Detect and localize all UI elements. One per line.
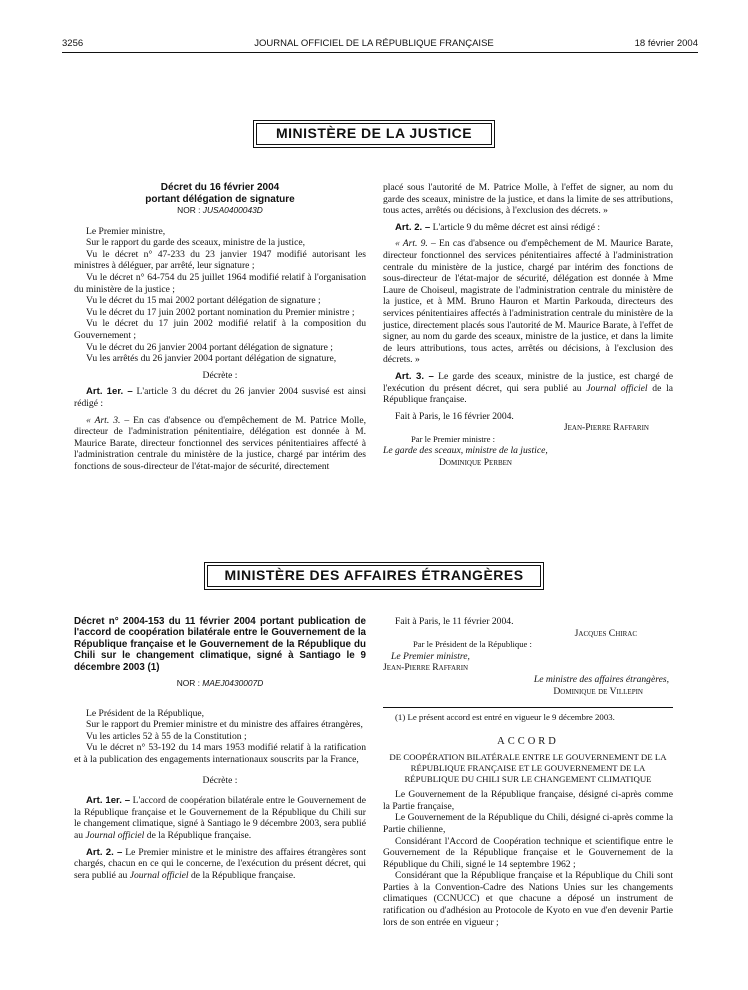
decree-title: Décret n° 2004-153 du 11 février 2004 portant publication de l'accord de coopération bilatérale entre le Gouvernement de la République française et le Gouvernement de la République du Chili sur le changement climatique, signé à Santiago le 9 décembre 2003 (1) xyxy=(74,616,366,673)
justice-left-column xyxy=(74,182,366,472)
decree-title-line2: portant délégation de signature xyxy=(145,193,295,205)
signer-name: Dominique de Villepin xyxy=(553,685,643,697)
decree-title-line1: Décret du 16 février 2004 xyxy=(160,182,280,193)
signer-name: Jean-Pierre Raffarin xyxy=(563,422,649,434)
paragraph: Considérant que la République française et la République du Chili sont Parties à la Convention-Cadre des Nations Unies sur les changements climatiques (CCNUCC) et que chacune a déposé un instrument de ratification ou d'adhésion au Protocole de Kyoto en vue d'en devenir Partie lors de son entrée en vigueur ; xyxy=(383,870,673,928)
signer-title: Le ministre des affaires étrangères, xyxy=(533,673,669,685)
paragraph: Vu les arrêtés du 26 janvier 2004 portant délégation de signature, xyxy=(86,353,337,365)
signer-name: Dominique Perben xyxy=(439,457,512,469)
foreign-right-column xyxy=(383,616,673,928)
journal-title: JOURNAL OFFICIEL DE LA RÉPUBLIQUE FRANÇAISE xyxy=(254,38,494,49)
article-2: Art. 2. – Le Premier ministre et le ministre des affaires étrangères sont chargés, chacun en ce qui le concerne, de l'exécution du présent décret, qui sera publié au Journal officiel de la République française. xyxy=(74,846,366,881)
decrete-heading: Décrète : xyxy=(202,774,238,786)
signature-place-date: Fait à Paris, le 16 février 2004. xyxy=(395,410,514,422)
paragraph: placé sous l'autorité de M. Patrice Molle, à l'effet de signer, au nom du garde des sceaux, ministre de la justice, et dans la limite de ses attributions, tous actes, arrêtés ou décisions, à l'exclusion des décrets. » xyxy=(383,182,673,217)
justice-right-column xyxy=(383,182,673,469)
paragraph: Vu le décret n° 47-233 du 23 janvier 1947 modifié autorisant les ministres à déléguer, par arrêté, leur signature ; xyxy=(74,248,366,272)
nor-reference: NOR : MAEJ0430007D xyxy=(176,678,264,689)
paragraph: Vu le décret du 15 mai 2002 portant délégation de signature ; xyxy=(86,295,321,307)
nor-reference: NOR : JUSA0400043D xyxy=(177,205,263,215)
signature-line: Par le Premier ministre : xyxy=(411,433,496,444)
ministry-foreign-title: MINISTÈRE DES AFFAIRES ÉTRANGÈRES xyxy=(207,565,541,587)
article-1: Art. 1er. – L'article 3 du décret du 26 janvier 2004 susvisé est ainsi rédigé : xyxy=(74,386,366,409)
paragraph: Sur le rapport du Premier ministre et du ministre des affaires étrangères, xyxy=(86,719,363,731)
signature-place-date: Fait à Paris, le 11 février 2004. xyxy=(395,616,514,627)
paragraph: Le Gouvernement de la République française, désigné ci-après comme la Partie française, xyxy=(383,789,673,812)
paragraph: Vu le décret du 17 juin 2002 modifié relatif à la composition du Gouvernement ; xyxy=(74,318,366,341)
issue-date: 18 février 2004 xyxy=(634,38,698,49)
ministry-foreign-box xyxy=(204,562,544,590)
signer-title: Le Premier ministre, xyxy=(391,650,470,662)
paragraph: Sur le rapport du garde des sceaux, ministre de la justice, xyxy=(86,237,305,249)
ministry-justice-box xyxy=(253,120,495,148)
footnote: (1) Le présent accord est entré en vigueur le 9 décembre 2003. xyxy=(395,712,615,723)
article-3: Art. 3. – Le garde des sceaux, ministre de la justice, est chargé de l'exécution du présent décret, qui sera publié au Journal officiel de la République française. xyxy=(383,370,673,406)
paragraph: Vu le décret n° 64-754 du 25 juillet 1964 modifié relatif à l'organisation du ministère de la justice ; xyxy=(74,271,366,295)
signer-title: Le garde des sceaux, ministre de la justice, xyxy=(383,445,548,457)
article-3-quote: « Art. 3. – En cas d'absence ou d'empêchement de M. Patrice Molle, directeur de l'administration pénitentiaire, délégation est donnée à M. Maurice Barate, directeur fonctionnel des services pénitentiaires affecté à l'administration centrale du ministère de la justice, chargé par intérim des fonctions de sous-directeur de l'état-major de sécurité, directement xyxy=(74,414,366,472)
article-1: Art. 1er. – L'accord de coopération bilatérale entre le Gouvernement de la République française et le Gouvernement de la République du Chili sur le changement climatique, signé à Santiago le 9 décembre 2003, sera publié au Journal officiel de la République française. xyxy=(74,795,366,841)
article-2: Art. 2. – L'article 9 du même décret est ainsi rédigé : xyxy=(395,221,601,233)
ministry-justice-title: MINISTÈRE DE LA JUSTICE xyxy=(256,123,492,145)
paragraph: Vu les articles 52 à 55 de la Constitution ; xyxy=(86,730,247,742)
paragraph: Le Président de la République, xyxy=(86,707,205,719)
signer-name: Jacques Chirac xyxy=(574,627,637,639)
paragraph: Le Gouvernement de la République du Chili, désigné ci-après comme la Partie chilienne, xyxy=(383,812,673,835)
paragraph: Considérant l'Accord de Coopération technique et scientifique entre le Gouvernement de la République française et le Gouvernement de la République du Chili, signé le 14 septembre 1962 ; xyxy=(383,835,673,870)
signer-name: Jean-Pierre Raffarin xyxy=(383,662,469,674)
decrete-heading: Décrète : xyxy=(202,369,238,381)
article-9-quote: « Art. 9. – En cas d'absence ou d'empêchement de M. Maurice Barate, directeur fonctionnel des services pénitentiaires affecté à l'administration centrale du ministère de la justice, chargé par intérim des fonctions de sous-directeur de l'état-major de sécurité, délégation est donnée à Mme Laure de Choiseul, magistrate de l'administration centrale du ministère de la justice, et à MM. Bruno Hauron et Martin Parkouda, directeurs des services pénitentiaires affectés à l'administration centrale du ministère de la justice, directement placés sous l'autorité de M. Maurice Barate, à l'effet de signer, au nom du garde des sceaux, ministre de la justice, et dans la limite de leurs attributions, tous actes, arrêtés ou décisions, à l'exclusion des décrets. » xyxy=(383,238,673,366)
accord-title: DE COOPÉRATION BILATÉRALE ENTRE LE GOUVERNEMENT DE LA RÉPUBLIQUE FRANÇAISE ET LE GOUVERNEMENT DE LA RÉPUBLIQUE DU CHILI SUR LE CHANGEMENT CLIMATIQUE xyxy=(389,752,667,784)
header-rule xyxy=(62,52,698,53)
paragraph: Le Premier ministre, xyxy=(86,225,166,237)
page-number: 3256 xyxy=(62,38,84,49)
paragraph: Vu le décret du 26 janvier 2004 portant délégation de signature ; xyxy=(86,341,333,353)
accord-heading: ACCORD xyxy=(497,735,559,747)
foreign-left-column xyxy=(74,616,366,881)
signature-line: Par le Président de la République : xyxy=(413,639,532,650)
paragraph: Vu le décret du 17 juin 2002 portant nomination du Premier ministre ; xyxy=(86,306,355,318)
paragraph: Vu le décret n° 53-192 du 14 mars 1953 modifié relatif à la ratification et à la publication des engagements internationaux souscrits par la France, xyxy=(74,742,366,765)
